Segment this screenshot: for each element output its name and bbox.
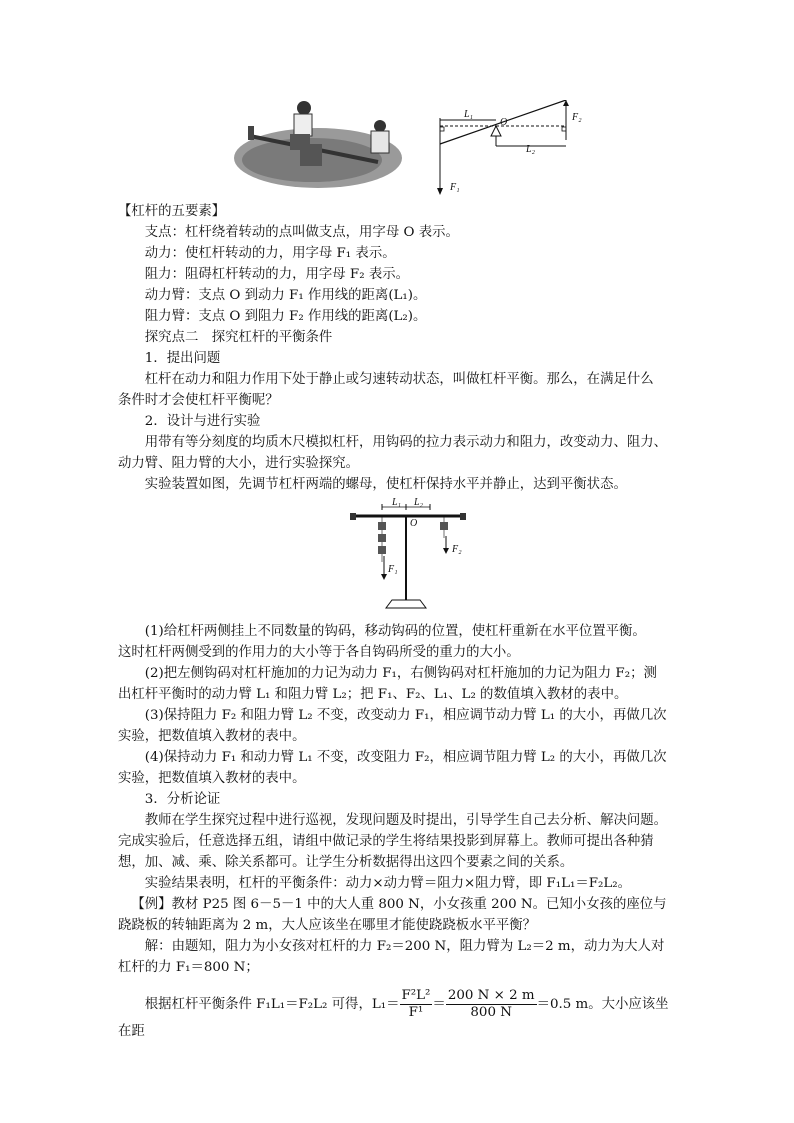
label-f1: F₁ <box>450 182 460 193</box>
solution-line-1: 解：由题知，阻力为小女孩对杠杆的力 F₂＝200 N，阻力臂为 L₂＝2 m，动力为大人对 <box>144 939 665 954</box>
line-24: 教师在学生探究过程中进行巡视，发现问题及时提出，引导学生自己去分析、解决问题。 <box>144 813 668 828</box>
label-l1: L₁ <box>464 109 474 120</box>
formula-equals: ＝ <box>432 997 446 1012</box>
line-18: 出杠杆平衡时的动力臂 L₁ 和阻力臂 L₂；把 F₁、F₂、L₁、L₂ 的数值填入教材的表中。 <box>118 687 628 702</box>
formula-prefix: 根据杠杆平衡条件 F₁L₁＝F₂L₂ 可得，L₁＝ <box>144 997 400 1012</box>
line-25: 完成实验后，任意选择五组，请组中做记录的学生将结果投影到屏幕上。教师可提出各种猜 <box>118 834 654 849</box>
solution-formula-line <box>118 988 678 1042</box>
line-10: 条件时才会使杠杆平衡呢？ <box>118 393 279 408</box>
formula-fraction-1 <box>400 988 433 1021</box>
label-l2: L₂ <box>414 497 424 508</box>
fraction-2-denominator: 800 N <box>470 1005 512 1020</box>
line-9: 杠杆在动力和阻力作用下处于静止或匀速转动状态，叫做杠杆平衡。那么，在满足什么 <box>144 372 654 387</box>
line-20: 实验，把数值填入教材的表中。 <box>118 729 306 744</box>
section-heading: 探究点二 探究杠杆的平衡条件 <box>144 330 333 345</box>
solution-line-2: 杠杆的力 F₁＝800 N； <box>118 960 259 975</box>
label-f1: F₁ <box>388 564 398 575</box>
fraction-2-numerator: 200 N × 2 m <box>447 988 535 1003</box>
line-26: 想，加、减、乘、除关系都可。让学生分析数据得出这四个要素之间的关系。 <box>118 855 574 870</box>
label-f2: F₂ <box>452 544 462 555</box>
fraction-1-numerator: F²L² <box>401 988 431 1003</box>
label-o: O <box>500 117 508 128</box>
fraction-1-denominator: F¹ <box>408 1005 424 1020</box>
line-1: 【杠杆的五要素】 <box>118 204 226 219</box>
line-16: 这时杠杆两侧受到的作用力的大小等于各自钩码所受的重力的大小。 <box>118 645 520 660</box>
line-2: 支点：杠杆绕着转动的点叫做支点，用字母 O 表示。 <box>144 225 459 240</box>
sub-heading-1: 1．提出问题 <box>144 351 221 366</box>
label-o: O <box>410 518 418 529</box>
line-17: (2)把左侧钩码对杠杆施加的力记为动力 F₁，右侧钩码对杠杆施加的力记为阻力 F₂；测 <box>144 666 657 681</box>
seesaw-photo <box>232 96 404 192</box>
line-22: 实验，把数值填入教材的表中。 <box>118 771 306 786</box>
label-f2: F₂ <box>572 112 582 123</box>
line-19: (3)保持阻力 F₂ 和阻力臂 L₂ 不变，改变动力 F₁，相应调节动力臂 L₁ 的大小，再做几次 <box>144 708 667 723</box>
line-12: 用带有等分刻度的均质木尺模拟杠杆，用钩码的拉力表示动力和阻力，改变动力、阻力、 <box>144 435 668 450</box>
line-4: 阻力：阻碍杠杆转动的力，用字母 F₂ 表示。 <box>144 267 409 282</box>
line-13: 动力臂、阻力臂的大小，进行实验探究。 <box>118 456 360 471</box>
label-l2: L₂ <box>526 144 536 155</box>
line-14: 实验装置如图，先调节杠杆两端的螺母，使杠杆保持水平并静止，达到平衡状态。 <box>144 477 627 492</box>
lever-apparatus-diagram <box>348 496 468 614</box>
line-5: 动力臂：支点 O 到动力 F₁ 作用线的距离(L₁)。 <box>144 288 427 303</box>
sub-heading-3: 3．分析论证 <box>144 792 221 807</box>
lever-diagram <box>426 100 596 196</box>
example-line-1: 【例】教材 P25 图 6－5－1 中的大人重 800 N，小女孩重 200 N。已知小女孩的座位与 <box>131 897 667 912</box>
line-21: (4)保持动力 F₁ 和动力臂 L₁ 不变，改变阻力 F₂，相应调节阻力臂 L₂ 的大小，再做几次 <box>144 750 667 765</box>
line-27: 实验结果表明，杠杆的平衡条件：动力×动力臂＝阻力×阻力臂，即 F₁L₁＝F₂L₂。 <box>144 876 632 891</box>
formula-fraction-2 <box>446 988 537 1021</box>
formula-suffix: ＝0.5 m。大小应该坐在距 <box>118 997 669 1039</box>
line-3: 动力：使杠杆转动的力，用字母 F₁ 表示。 <box>144 246 396 261</box>
line-15: (1)给杠杆两侧挂上不同数量的钩码，移动钩码的位置，使杠杆重新在水平位置平衡。 <box>144 624 646 639</box>
label-l1: L₁ <box>392 497 402 508</box>
sub-heading-2: 2．设计与进行实验 <box>144 414 261 429</box>
line-6: 阻力臂：支点 O 到阻力 F₂ 作用线的距离(L₂)。 <box>144 309 427 324</box>
example-line-2: 跷跷板的转轴距离为 2 m，大人应该坐在哪里才能使跷跷板水平平衡？ <box>118 918 537 933</box>
